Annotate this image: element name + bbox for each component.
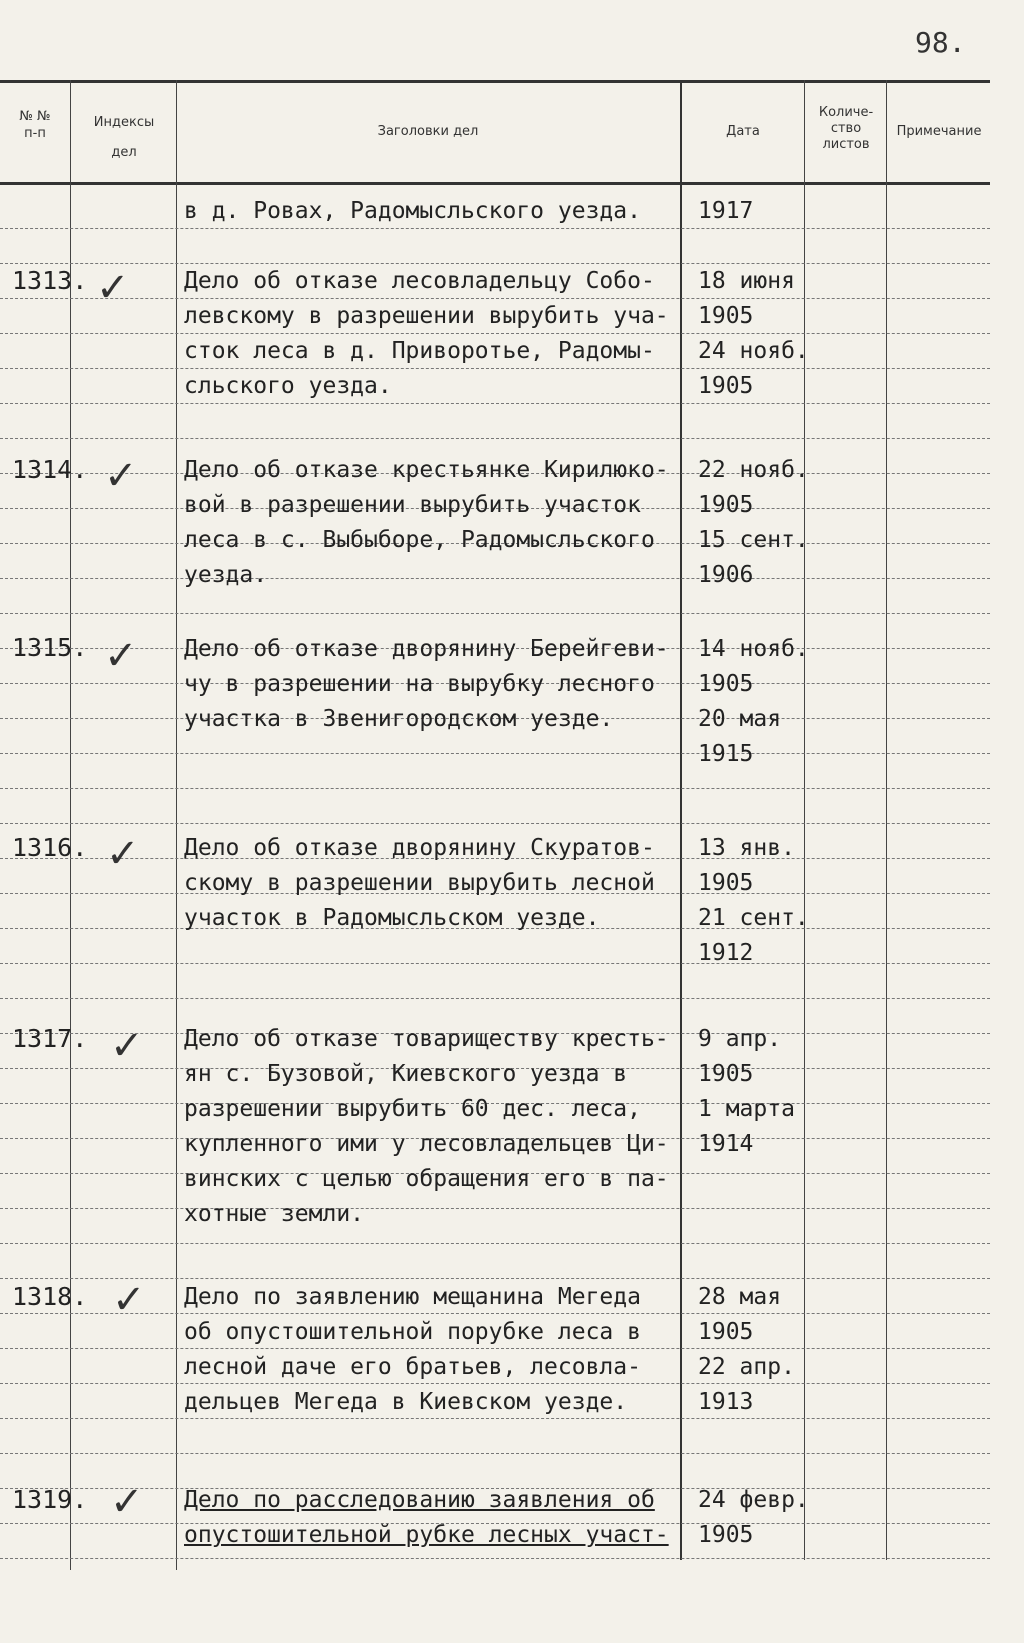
ruled-line bbox=[0, 1278, 990, 1279]
entry-date: 1905 bbox=[698, 1522, 754, 1548]
ruled-line bbox=[0, 998, 990, 999]
entry-title-line: хотные земли. bbox=[184, 1201, 365, 1227]
header-bottom-rule bbox=[0, 182, 990, 185]
entry-title-line: уезда. bbox=[184, 562, 268, 588]
entry-title-line: скому в разрешении вырубить лесной bbox=[184, 870, 655, 896]
entry-title-line: левскому в разрешении вырубить уча- bbox=[184, 303, 669, 329]
entry-title-line: об опустошительной порубке леса в bbox=[184, 1319, 641, 1345]
checkmark-icon: ✓ bbox=[112, 1277, 146, 1323]
entry-date: 22 апр. bbox=[698, 1354, 795, 1380]
entry-number: 1313. bbox=[12, 266, 88, 295]
entry-date: 1905 bbox=[698, 492, 754, 518]
entry-date: 1914 bbox=[698, 1131, 754, 1157]
header-title: Заголовки дел bbox=[377, 124, 479, 139]
continuation-date: 1917 bbox=[698, 198, 754, 224]
checkmark-icon: ✓ bbox=[104, 453, 138, 499]
ruled-line bbox=[0, 823, 990, 824]
entry-number: 1319. bbox=[12, 1485, 88, 1514]
ruled-line bbox=[0, 403, 990, 404]
header-note: Примечание bbox=[896, 124, 982, 139]
entry-title-line: лесной даче его братьев, лесовла- bbox=[184, 1354, 641, 1380]
ruled-line bbox=[0, 1243, 990, 1244]
checkmark-icon: ✓ bbox=[110, 1479, 144, 1525]
entry-date: 22 нояб. bbox=[698, 457, 809, 483]
checkmark-icon: ✓ bbox=[106, 831, 140, 877]
entry-title-line: Дело об отказе лесовладельцу Собо- bbox=[184, 268, 655, 294]
entry-date: 1905 bbox=[698, 1319, 754, 1345]
entry-title-line: сльского уезда. bbox=[184, 373, 392, 399]
ruled-line bbox=[0, 1453, 990, 1454]
continuation-line: в д. Ровах, Радомысльского уезда. bbox=[184, 198, 641, 224]
column-divider-3 bbox=[680, 80, 682, 1560]
header-sheets: Количе- ство листов bbox=[818, 105, 874, 152]
checkmark-icon: ✓ bbox=[110, 1023, 144, 1069]
ruled-line bbox=[0, 613, 990, 614]
checkmark-icon: ✓ bbox=[104, 633, 138, 679]
entry-title-line: вой в разрешении вырубить участок bbox=[184, 492, 641, 518]
entry-title-line: чу в разрешении на вырубку лесного bbox=[184, 671, 655, 697]
entry-title-line: сток леса в д. Приворотье, Радомы- bbox=[184, 338, 655, 364]
entry-title-line: дельцев Мегеда в Киевском уезде. bbox=[184, 1389, 628, 1415]
ruled-line bbox=[0, 788, 990, 789]
entry-date: 1905 bbox=[698, 671, 754, 697]
ruled-line bbox=[0, 753, 990, 754]
entry-number: 1318. bbox=[12, 1282, 88, 1311]
column-divider-5 bbox=[886, 80, 887, 1560]
entry-number: 1314. bbox=[12, 455, 88, 484]
entry-title-line: винских с целью обращения его в па- bbox=[184, 1166, 669, 1192]
column-divider-1 bbox=[70, 80, 71, 1570]
entry-title-line: ян с. Бузовой, Киевского уезда в bbox=[184, 1061, 628, 1087]
entry-date: 1915 bbox=[698, 741, 754, 767]
entry-date: 24 нояб. bbox=[698, 338, 809, 364]
entry-number: 1316. bbox=[12, 833, 88, 862]
entry-number: 1315. bbox=[12, 633, 88, 662]
entry-date: 14 нояб. bbox=[698, 636, 809, 662]
entry-number: 1317. bbox=[12, 1024, 88, 1053]
entry-date: 1905 bbox=[698, 303, 754, 329]
entry-date: 1912 bbox=[698, 940, 754, 966]
checkmark-icon: ✓ bbox=[96, 265, 130, 311]
entry-date: 9 апр. bbox=[698, 1026, 782, 1052]
column-divider-2 bbox=[176, 80, 177, 1570]
entry-title-line: Дело об отказе дворянину Берейгеви- bbox=[184, 636, 669, 662]
header-number: № № п-п bbox=[19, 109, 51, 141]
entry-date: 1 марта bbox=[698, 1096, 795, 1122]
entry-date: 21 сент. bbox=[698, 905, 809, 931]
entry-date: 13 янв. bbox=[698, 835, 795, 861]
entry-date: 28 мая bbox=[698, 1284, 782, 1310]
ruled-line bbox=[0, 438, 990, 439]
ruled-line bbox=[0, 1558, 990, 1559]
entry-date: 18 июня bbox=[698, 268, 795, 294]
entry-date: 1905 bbox=[698, 870, 754, 896]
entry-title-line: участок в Радомысльском уезде. bbox=[184, 905, 600, 931]
header-date: Дата bbox=[726, 124, 760, 139]
entry-title-line: леса в с. Выбыборе, Радомысльского bbox=[184, 527, 655, 553]
entry-title-line: участка в Звенигородском уезде. bbox=[184, 706, 614, 732]
ruled-line bbox=[0, 228, 990, 229]
entry-date: 1905 bbox=[698, 1061, 754, 1087]
entry-title-line: Дело об отказе товариществу кресть- bbox=[184, 1026, 669, 1052]
entry-title-line: купленного ими у лесовладельцев Ци- bbox=[184, 1131, 669, 1157]
header-top-rule bbox=[0, 80, 990, 83]
entry-title-line: Дело об отказе дворянину Скуратов- bbox=[184, 835, 655, 861]
entry-date: 24 февр. bbox=[698, 1487, 809, 1513]
entry-date: 15 сент. bbox=[698, 527, 809, 553]
header-index: Индексы дел bbox=[93, 115, 155, 160]
entry-title-line: разрешении вырубить 60 дес. леса, bbox=[184, 1096, 641, 1122]
entry-title-line: Дело по заявлению мещанина Мегеда bbox=[184, 1284, 641, 1310]
entry-title-line: Дело об отказе крестьянке Кирилюко- bbox=[184, 457, 669, 483]
entry-date: 20 мая bbox=[698, 706, 782, 732]
entry-title-line: опустошительной рубке лесных участ- bbox=[184, 1522, 669, 1548]
entry-title-line: Дело по расследованию заявления об bbox=[184, 1487, 655, 1513]
ruled-line bbox=[0, 963, 990, 964]
entry-date: 1905 bbox=[698, 373, 754, 399]
page-number: 98. bbox=[915, 26, 966, 59]
entry-date: 1906 bbox=[698, 562, 754, 588]
entry-date: 1913 bbox=[698, 1389, 754, 1415]
